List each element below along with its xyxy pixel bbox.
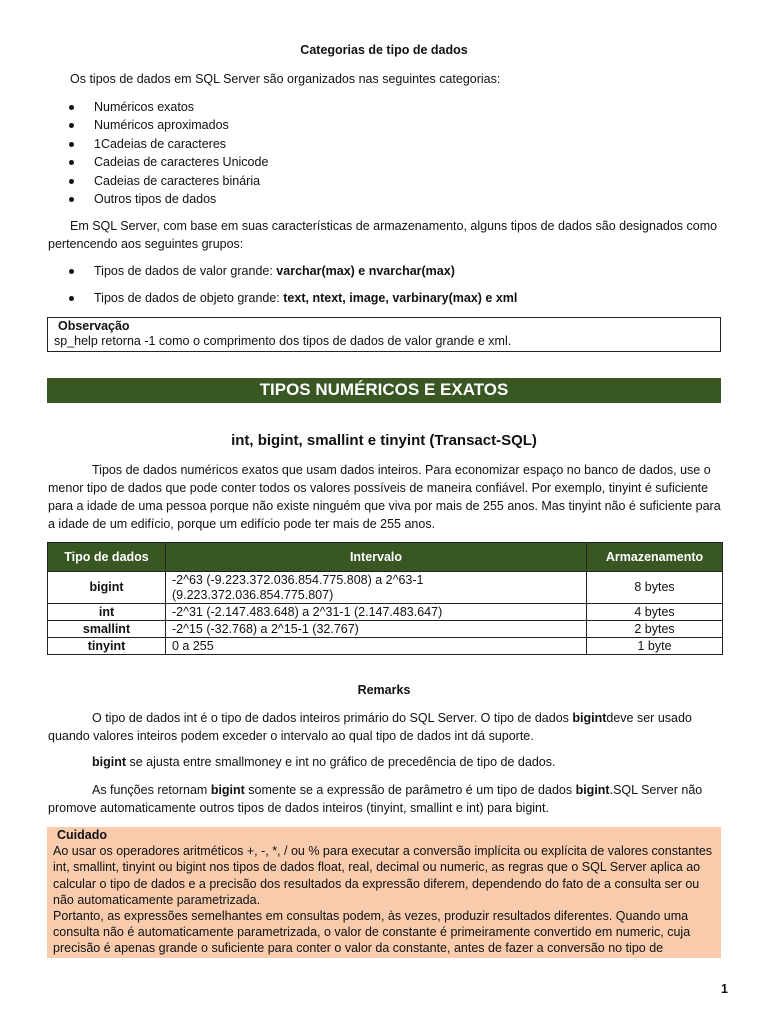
column-header: Intervalo — [166, 543, 587, 572]
list-item: Numéricos aproximados — [70, 116, 710, 134]
type-cell: bigint — [48, 572, 166, 604]
caution-paragraph: Portanto, as expressões semelhantes em consultas podem, às vezes, produzir resultados diferentes. Quando uma consulta não é automaticamente parametrizada, o valor de constante é primeiramente convertido em numeric, cuja precisão é apenas grande o suficiente para conter o valor da constante, antes de fazer a conversão no tipo de — [53, 909, 691, 956]
list-item: 1Cadeias de caracteres — [70, 135, 710, 153]
storage-cell: 1 byte — [587, 638, 723, 655]
list-item: Outros tipos de dados — [70, 190, 710, 208]
range-cell: 0 a 255 — [166, 638, 587, 655]
groups-paragraph: Em SQL Server, com base em suas características de armazenamento, alguns tipos de dados são designados como pertencendo aos seguintes grupos: — [48, 219, 718, 251]
remarks-text: se ajusta entre smallmoney e int no gráfico de precedência de tipo de dados. — [126, 755, 556, 769]
caution-box — [47, 827, 721, 958]
description-paragraph: Tipos de dados numéricos exatos que usam dados inteiros. Para economizar espaço no banco de dados, use o menor tipo de dados que pode conter todos os valores possíveis de maneira confiável. Por exemplo, tinyint é suficiente para a idade de uma pessoa porque não existe ninguém que viva por mais de 255 anos. Mas tinyint não é suficiente para a idade de um edifício, porque um edifício pode ter mais de 255 anos. — [48, 463, 721, 531]
storage-cell: 4 bytes — [587, 604, 723, 621]
column-header: Armazenamento — [587, 543, 723, 572]
remarks-paragraph-3 — [48, 781, 724, 817]
list-item: Numéricos exatos — [70, 98, 710, 116]
note-text: sp_help retorna -1 como o comprimento dos tipos de dados de valor grande e xml. — [54, 334, 512, 348]
groups-list — [70, 262, 730, 280]
table-row — [48, 638, 723, 655]
type-cell: smallint — [48, 621, 166, 638]
page-number: 1 — [721, 982, 728, 996]
data-types-table — [47, 542, 723, 655]
remarks-title: Remarks — [357, 683, 411, 697]
remarks-text: .SQL Server não promove automaticamente outros tipos de dados inteiros (tinyint, smallint e int) para bigint. — [48, 783, 703, 815]
subheading: int, bigint, smallint e tinyint (Transact-SQL) — [231, 432, 537, 449]
categories-list — [70, 98, 710, 208]
section-title: Categorias de tipo de dados — [300, 43, 468, 57]
table-row — [48, 604, 723, 621]
group-label: Tipos de dados de valor grande: — [94, 264, 277, 278]
remarks-text: somente se a expressão de parâmetro é um tipo de dados — [244, 783, 576, 797]
caution-label: Cuidado — [57, 828, 107, 842]
column-header: Tipo de dados — [48, 543, 166, 572]
remarks-paragraph-2 — [92, 753, 722, 771]
group-values: text, ntext, image, varbinary(max) e xml — [283, 291, 518, 305]
intro-paragraph: Os tipos de dados em SQL Server são organizados nas seguintes categorias: — [70, 72, 501, 86]
remarks-text: As funções retornam — [92, 783, 211, 797]
section-banner: TIPOS NUMÉRICOS E EXATOS — [47, 378, 721, 403]
type-cell: tinyint — [48, 638, 166, 655]
list-item — [70, 289, 730, 307]
group-values: varchar(max) e nvarchar(max) — [276, 264, 455, 278]
list-item — [70, 262, 730, 280]
remarks-keyword: bigint — [572, 711, 607, 725]
remarks-keyword: bigint — [92, 755, 127, 769]
storage-cell: 2 bytes — [587, 621, 723, 638]
storage-cell: 8 bytes — [587, 572, 723, 604]
note-label: Observação — [58, 319, 130, 333]
remarks-keyword: bigint — [210, 783, 245, 797]
table-row — [48, 621, 723, 638]
type-cell: int — [48, 604, 166, 621]
caution-paragraph: Ao usar os operadores aritméticos +, -, *, / ou % para executar a conversão implícita ou explícita de valores constantes int, smallint, tinyint ou bigint nos tipos de dados float, real, decimal ou numeric, as regras que o SQL Server aplica ao calcular o tipo de dados e a precisão dos resultados da expressão diferem, dependendo do fato de a consulta ser ou não automaticamente parametrizada. — [53, 844, 713, 907]
remarks-keyword: bigint — [575, 783, 610, 797]
remarks-text: deve ser usado quando valores inteiros podem exceder o intervalo ao qual tipo de dados int dá suporte. — [48, 711, 692, 743]
range-cell: -2^15 (-32.768) a 2^15-1 (32.767) — [166, 621, 587, 638]
table-row — [48, 572, 723, 604]
list-item: Cadeias de caracteres binária — [70, 172, 710, 190]
range-cell: -2^63 (-9.223.372.036.854.775.808) a 2^63-1 (9.223.372.036.854.775.807) — [166, 572, 587, 604]
range-cell: -2^31 (-2.147.483.648) a 2^31-1 (2.147.483.647) — [166, 604, 587, 621]
remarks-text: O tipo de dados int é o tipo de dados inteiros primário do SQL Server. O tipo de dados — [92, 711, 573, 725]
note-box — [47, 317, 721, 352]
list-item: Cadeias de caracteres Unicode — [70, 153, 710, 171]
remarks-paragraph-1 — [48, 709, 724, 745]
group-label: Tipos de dados de objeto grande: — [94, 291, 284, 305]
groups-list-2 — [70, 289, 730, 307]
